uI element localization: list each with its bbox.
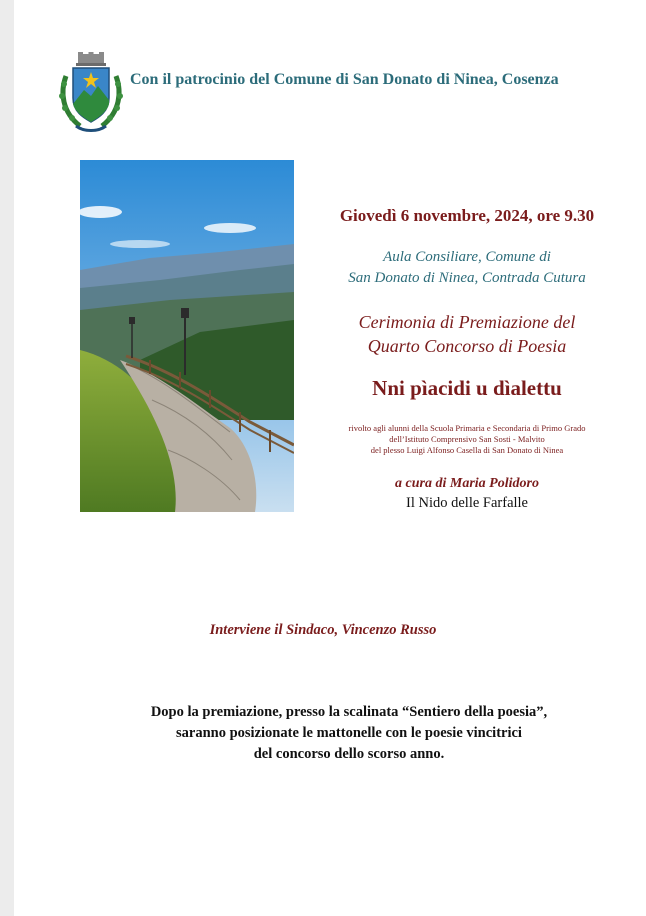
venue-line: Aula Consiliare, Comune di [383,249,551,265]
target-line: del plesso Luigi Alfonso Casella di San Donato di Ninea [370,445,564,455]
after-ceremony-note [0,702,646,765]
curator: a cura di Maria Polidoro [395,476,539,491]
target-line: dell’Istituto Comprensivo San Sosti - Malvito [389,434,545,444]
event-date: Giovedì 6 novembre, 2024, ore 9.30 [339,206,595,225]
venue-line: San Donato di Ninea, Contrada Cutura [348,270,586,286]
event-venue [300,247,634,289]
target-line: rivolto agli alunni della Scuola Primaria e Secondaria di Primo Grado [348,423,586,433]
ceremony-line: Cerimonia di Premiazione del [358,312,576,332]
event-info [300,200,634,512]
note-line: Dopo la premiazione, presso la scalinata “Sentiero della poesia”, [150,704,548,720]
target-audience [300,423,634,456]
note-line: saranno posizionate le mattonelle con le poesie vincitrici [176,725,522,741]
patronage-text: Con il patrocinio del Comune di San Donato di Ninea, Cosenza [130,71,559,88]
ceremony-line: Quarto Concorso di Poesia [367,336,567,356]
mountain-path-photo [80,160,294,512]
header [58,52,618,134]
page-edge [0,0,14,916]
contest-title: Nni pìacidi u dìalettu [372,376,562,400]
note-line: del concorso dello scorso anno. [253,746,445,762]
mayor-announcement: Interviene il Sindaco, Vincenzo Russo [209,622,437,638]
organization: Il Nido delle Farfalle [406,495,528,511]
ceremony-title [300,310,634,358]
municipal-coat-of-arms-icon [58,52,124,134]
